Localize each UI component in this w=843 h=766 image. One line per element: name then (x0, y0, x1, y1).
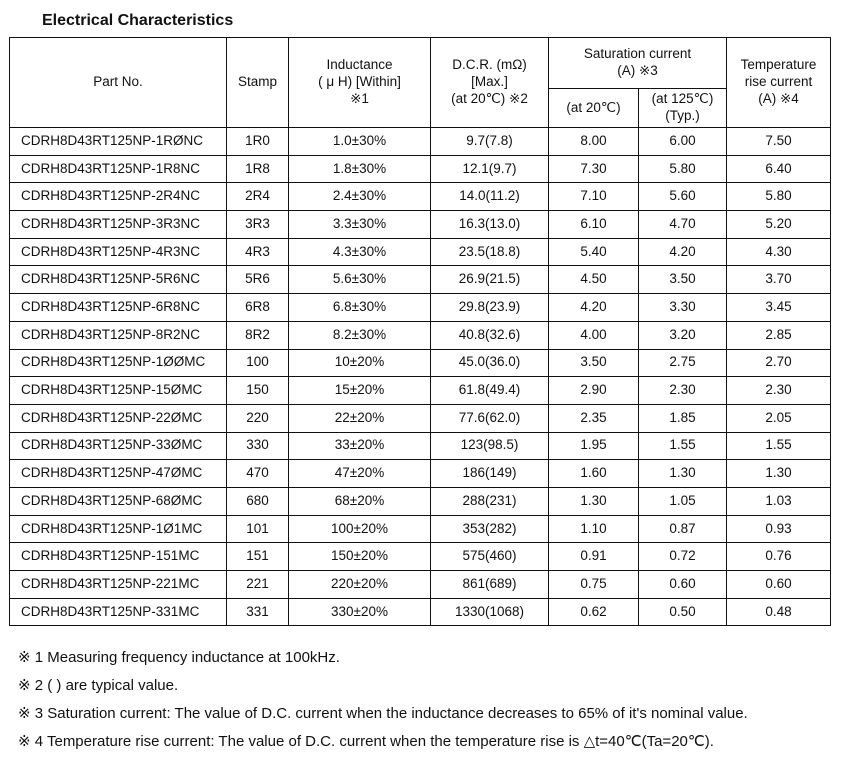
dcr-cell: 16.3(13.0) (431, 211, 549, 239)
temp-rise-cell: 3.70 (727, 266, 831, 294)
inductance-cell: 4.3±30% (289, 238, 431, 266)
stamp-cell: 151 (227, 543, 289, 571)
stamp-cell: 150 (227, 377, 289, 405)
sat-125c-cell: 1.85 (639, 404, 727, 432)
header-sat-125c-line: (at 125℃) (651, 91, 714, 107)
temp-rise-cell: 5.80 (727, 183, 831, 211)
stamp-cell: 8R2 (227, 321, 289, 349)
header-stamp: Stamp (227, 38, 289, 128)
header-dcr (431, 38, 549, 128)
table-row (10, 321, 831, 349)
temp-rise-cell: 0.76 (727, 543, 831, 571)
stamp-cell: 2R4 (227, 183, 289, 211)
footnote-1: ※ 1 Measuring frequency inductance at 100kHz. (18, 649, 340, 666)
part-number-cell: CDRH8D43RT125NP-33ØMC (10, 432, 227, 460)
header-dcr-line: D.C.R. (mΩ) (452, 57, 527, 73)
dcr-cell: 861(689) (431, 571, 549, 599)
sat-20c-cell: 4.20 (549, 294, 639, 322)
inductance-cell: 220±20% (289, 571, 431, 599)
part-number-cell: CDRH8D43RT125NP-2R4NC (10, 183, 227, 211)
header-saturation-current (549, 38, 727, 89)
temp-rise-cell: 1.03 (727, 487, 831, 515)
stamp-cell: 680 (227, 487, 289, 515)
page-title: Electrical Characteristics (42, 12, 234, 29)
header-saturation-line: (A) ※3 (617, 63, 658, 78)
temp-rise-cell: 2.05 (727, 404, 831, 432)
header-saturation-line: Saturation current (583, 46, 692, 62)
sat-20c-cell: 0.75 (549, 571, 639, 599)
dcr-cell: 40.8(32.6) (431, 321, 549, 349)
dcr-cell: 45.0(36.0) (431, 349, 549, 377)
table-row (10, 128, 831, 156)
temp-rise-cell: 6.40 (727, 155, 831, 183)
dcr-cell: 77.6(62.0) (431, 404, 549, 432)
sat-125c-cell: 5.60 (639, 183, 727, 211)
inductance-cell: 6.8±30% (289, 294, 431, 322)
dcr-cell: 288(231) (431, 487, 549, 515)
header-inductance-line: ( μ H) [Within] (318, 74, 401, 90)
temp-rise-cell: 0.93 (727, 515, 831, 543)
part-number-cell: CDRH8D43RT125NP-8R2NC (10, 321, 227, 349)
table-row (10, 183, 831, 211)
table-row (10, 598, 831, 626)
sat-20c-cell: 4.00 (549, 321, 639, 349)
sat-125c-cell: 0.87 (639, 515, 727, 543)
table-row (10, 238, 831, 266)
table-row (10, 377, 831, 405)
part-number-cell: CDRH8D43RT125NP-151MC (10, 543, 227, 571)
part-number-cell: CDRH8D43RT125NP-3R3NC (10, 211, 227, 239)
temp-rise-cell: 0.60 (727, 571, 831, 599)
stamp-cell: 330 (227, 432, 289, 460)
part-number-cell: CDRH8D43RT125NP-4R3NC (10, 238, 227, 266)
part-number-cell: CDRH8D43RT125NP-1RØNC (10, 128, 227, 156)
stamp-cell: 6R8 (227, 294, 289, 322)
part-number-cell: CDRH8D43RT125NP-5R6NC (10, 266, 227, 294)
sat-125c-cell: 0.60 (639, 571, 727, 599)
sat-125c-cell: 4.70 (639, 211, 727, 239)
header-inductance-line: Inductance (326, 57, 393, 73)
table-row (10, 460, 831, 488)
header-temp-line: (A) ※4 (758, 90, 799, 106)
dcr-cell: 575(460) (431, 543, 549, 571)
part-number-cell: CDRH8D43RT125NP-1Ø1MC (10, 515, 227, 543)
stamp-cell: 4R3 (227, 238, 289, 266)
footnote-4: ※ 4 Temperature rise current: The value of D.C. current when the temperature rise is △t=40℃(Ta=20℃). (18, 733, 714, 750)
footnote-2: ※ 2 ( ) are typical value. (18, 677, 179, 694)
header-part-no: Part No. (10, 38, 227, 128)
temp-rise-cell: 1.30 (727, 460, 831, 488)
stamp-cell: 331 (227, 598, 289, 626)
sat-20c-cell: 6.10 (549, 211, 639, 239)
inductance-cell: 33±20% (289, 432, 431, 460)
part-number-cell: CDRH8D43RT125NP-15ØMC (10, 377, 227, 405)
sat-125c-cell: 3.30 (639, 294, 727, 322)
temp-rise-cell: 2.30 (727, 377, 831, 405)
stamp-cell: 1R8 (227, 155, 289, 183)
inductance-cell: 150±20% (289, 543, 431, 571)
sat-20c-cell: 8.00 (549, 128, 639, 156)
sat-125c-cell: 3.20 (639, 321, 727, 349)
inductance-cell: 1.8±30% (289, 155, 431, 183)
inductance-cell: 22±20% (289, 404, 431, 432)
table-row (10, 515, 831, 543)
table-row (10, 294, 831, 322)
inductance-cell: 3.3±30% (289, 211, 431, 239)
header-sat-20c (549, 89, 639, 128)
sat-125c-cell: 2.75 (639, 349, 727, 377)
sat-20c-cell: 1.30 (549, 487, 639, 515)
sat-20c-cell: 3.50 (549, 349, 639, 377)
sat-20c-cell: 0.91 (549, 543, 639, 571)
header-temperature-rise (727, 38, 831, 128)
dcr-cell: 123(98.5) (431, 432, 549, 460)
temp-rise-cell: 3.45 (727, 294, 831, 322)
inductance-cell: 2.4±30% (289, 183, 431, 211)
sat-20c-cell: 1.60 (549, 460, 639, 488)
table-body (10, 128, 831, 626)
header-dcr-line: [Max.] (471, 74, 508, 90)
header-sat-125c-line: (Typ.) (665, 108, 700, 123)
table-row (10, 404, 831, 432)
inductance-cell: 1.0±30% (289, 128, 431, 156)
table-row (10, 432, 831, 460)
part-number-cell: CDRH8D43RT125NP-47ØMC (10, 460, 227, 488)
part-number-cell: CDRH8D43RT125NP-6R8NC (10, 294, 227, 322)
header-temp-line: Temperature (740, 57, 817, 73)
table-row (10, 349, 831, 377)
sat-20c-cell: 7.10 (549, 183, 639, 211)
table-row (10, 571, 831, 599)
table-row (10, 543, 831, 571)
stamp-cell: 221 (227, 571, 289, 599)
dcr-cell: 1330(1068) (431, 598, 549, 626)
temp-rise-cell: 7.50 (727, 128, 831, 156)
dcr-cell: 23.5(18.8) (431, 238, 549, 266)
part-number-cell: CDRH8D43RT125NP-221MC (10, 571, 227, 599)
stamp-cell: 101 (227, 515, 289, 543)
inductance-cell: 15±20% (289, 377, 431, 405)
sat-125c-cell: 6.00 (639, 128, 727, 156)
inductance-cell: 68±20% (289, 487, 431, 515)
header-inductance-line: ※1 (350, 90, 369, 106)
header-dcr-line: (at 20℃) ※2 (451, 90, 528, 106)
inductance-cell: 47±20% (289, 460, 431, 488)
table-row (10, 487, 831, 515)
dcr-cell: 29.8(23.9) (431, 294, 549, 322)
temp-rise-cell: 0.48 (727, 598, 831, 626)
dcr-cell: 12.1(9.7) (431, 155, 549, 183)
sat-125c-cell: 5.80 (639, 155, 727, 183)
inductance-cell: 330±20% (289, 598, 431, 626)
sat-125c-cell: 2.30 (639, 377, 727, 405)
inductance-cell: 10±20% (289, 349, 431, 377)
sat-125c-cell: 0.72 (639, 543, 727, 571)
temp-rise-cell: 1.55 (727, 432, 831, 460)
part-number-cell: CDRH8D43RT125NP-22ØMC (10, 404, 227, 432)
temp-rise-cell: 2.85 (727, 321, 831, 349)
footnote-3: ※ 3 Saturation current: The value of D.C. current when the inductance decreases to 65% of it's nominal value. (18, 705, 748, 722)
sat-125c-cell: 3.50 (639, 266, 727, 294)
header-sat-20c-line: (at 20℃) (566, 99, 621, 115)
sat-20c-cell: 1.95 (549, 432, 639, 460)
sat-125c-cell: 4.20 (639, 238, 727, 266)
stamp-cell: 3R3 (227, 211, 289, 239)
dcr-cell: 9.7(7.8) (431, 128, 549, 156)
sat-20c-cell: 7.30 (549, 155, 639, 183)
stamp-cell: 100 (227, 349, 289, 377)
stamp-cell: 220 (227, 404, 289, 432)
sat-125c-cell: 1.30 (639, 460, 727, 488)
temp-rise-cell: 5.20 (727, 211, 831, 239)
sat-125c-cell: 1.55 (639, 432, 727, 460)
inductance-cell: 5.6±30% (289, 266, 431, 294)
sat-20c-cell: 2.90 (549, 377, 639, 405)
stamp-cell: 470 (227, 460, 289, 488)
dcr-cell: 14.0(11.2) (431, 183, 549, 211)
sat-20c-cell: 4.50 (549, 266, 639, 294)
table-row (10, 211, 831, 239)
temp-rise-cell: 4.30 (727, 238, 831, 266)
part-number-cell: CDRH8D43RT125NP-331MC (10, 598, 227, 626)
part-number-cell: CDRH8D43RT125NP-1ØØMC (10, 349, 227, 377)
sat-20c-cell: 2.35 (549, 404, 639, 432)
header-sat-125c (639, 89, 727, 128)
stamp-cell: 5R6 (227, 266, 289, 294)
dcr-cell: 26.9(21.5) (431, 266, 549, 294)
sat-125c-cell: 0.50 (639, 598, 727, 626)
sat-20c-cell: 1.10 (549, 515, 639, 543)
header-inductance (289, 38, 431, 128)
table-row (10, 155, 831, 183)
dcr-cell: 353(282) (431, 515, 549, 543)
sat-20c-cell: 0.62 (549, 598, 639, 626)
header-temp-line: rise current (744, 74, 813, 90)
inductance-cell: 100±20% (289, 515, 431, 543)
electrical-characteristics-table (9, 37, 831, 626)
inductance-cell: 8.2±30% (289, 321, 431, 349)
part-number-cell: CDRH8D43RT125NP-68ØMC (10, 487, 227, 515)
part-number-cell: CDRH8D43RT125NP-1R8NC (10, 155, 227, 183)
sat-125c-cell: 1.05 (639, 487, 727, 515)
table-row (10, 266, 831, 294)
dcr-cell: 61.8(49.4) (431, 377, 549, 405)
dcr-cell: 186(149) (431, 460, 549, 488)
temp-rise-cell: 2.70 (727, 349, 831, 377)
sat-20c-cell: 5.40 (549, 238, 639, 266)
stamp-cell: 1R0 (227, 128, 289, 156)
footnotes (18, 648, 748, 760)
